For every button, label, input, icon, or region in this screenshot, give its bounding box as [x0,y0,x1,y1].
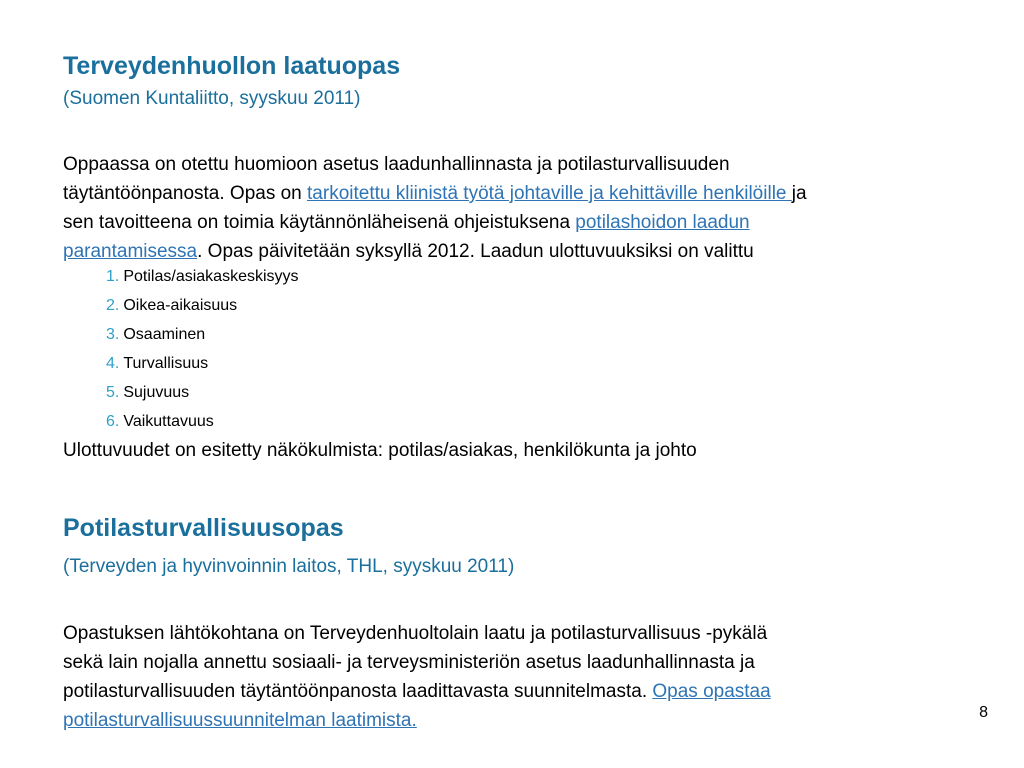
section2-paragraph [63,619,963,735]
list-item [106,349,299,378]
list-label: Oikea-aikaisuus [123,297,238,314]
para3-line1: Opastuksen lähtökohtana on Terveydenhuoltolain laatu ja potilasturvallisuus -pykälä [63,623,768,644]
para1-text: . Opas päivitetään syksyllä 2012. Laadun ulottuvuuksiksi on valittu [197,241,754,262]
para1-line2 [63,179,963,208]
section1-title: Terveydenhuollon laatuopas [63,52,401,80]
safety-plan-guide-link[interactable]: Opas opastaa [652,681,771,702]
para1-line1: Oppaassa on otettu huomioon asetus laadunhallinnasta ja potilasturvallisuuden [63,154,730,175]
para3-line4 [63,706,963,735]
list-number: 6. [106,413,120,430]
para1-text: sen tavoitteena on toimia käytännönläheisenä ohjeistuksena [63,212,576,233]
para1-text: ja [791,183,807,204]
list-number: 2. [106,297,120,314]
list-number: 5. [106,384,120,401]
list-item [106,262,299,291]
para3-line3 [63,677,963,706]
list-item [106,378,299,407]
dimensions-summary [63,436,963,465]
section1-paragraph [63,150,963,266]
list-number: 1. [106,268,120,285]
list-label: Osaaminen [123,326,206,343]
page-number: 8 [979,704,988,721]
para3-line2: sekä lain nojalla annettu sosiaali- ja terveysministeriön asetus laadunhallinnasta ja [63,652,755,673]
target-audience-link[interactable]: tarkoitettu kliinistä työtä johtaville ja kehittäville henkilöille [307,183,792,204]
section1-subtitle: (Suomen Kuntaliitto, syyskuu 2011) [63,88,361,109]
list-item [106,320,299,349]
quality-dimensions-list [106,262,299,436]
section2-title: Potilasturvallisuusopas [63,514,344,542]
quality-improvement-link-cont[interactable]: parantamisessa [63,241,198,262]
list-label: Vaikuttavuus [123,413,214,430]
list-item [106,407,299,436]
para1-text: täytäntöönpanosta. Opas on [63,183,308,204]
list-label: Potilas/asiakaskeskisyys [123,268,299,285]
list-label: Sujuvuus [123,384,190,401]
para3-text: potilasturvallisuuden täytäntöönpanosta laadittavasta suunnitelmasta. [63,681,653,702]
para1-line3 [63,208,963,237]
quality-improvement-link[interactable]: potilashoidon laadun [575,212,750,233]
list-label: Turvallisuus [123,355,209,372]
list-number: 4. [106,355,120,372]
section2-subtitle: (Terveyden ja hyvinvoinnin laitos, THL, syyskuu 2011) [63,556,515,577]
list-item [106,291,299,320]
safety-plan-guide-link-cont[interactable]: potilasturvallisuussuunnitelman laatimista. [63,710,417,731]
para2-line: Ulottuvuudet on esitetty näkökulmista: potilas/asiakas, henkilökunta ja johto [63,440,697,461]
list-number: 3. [106,326,120,343]
